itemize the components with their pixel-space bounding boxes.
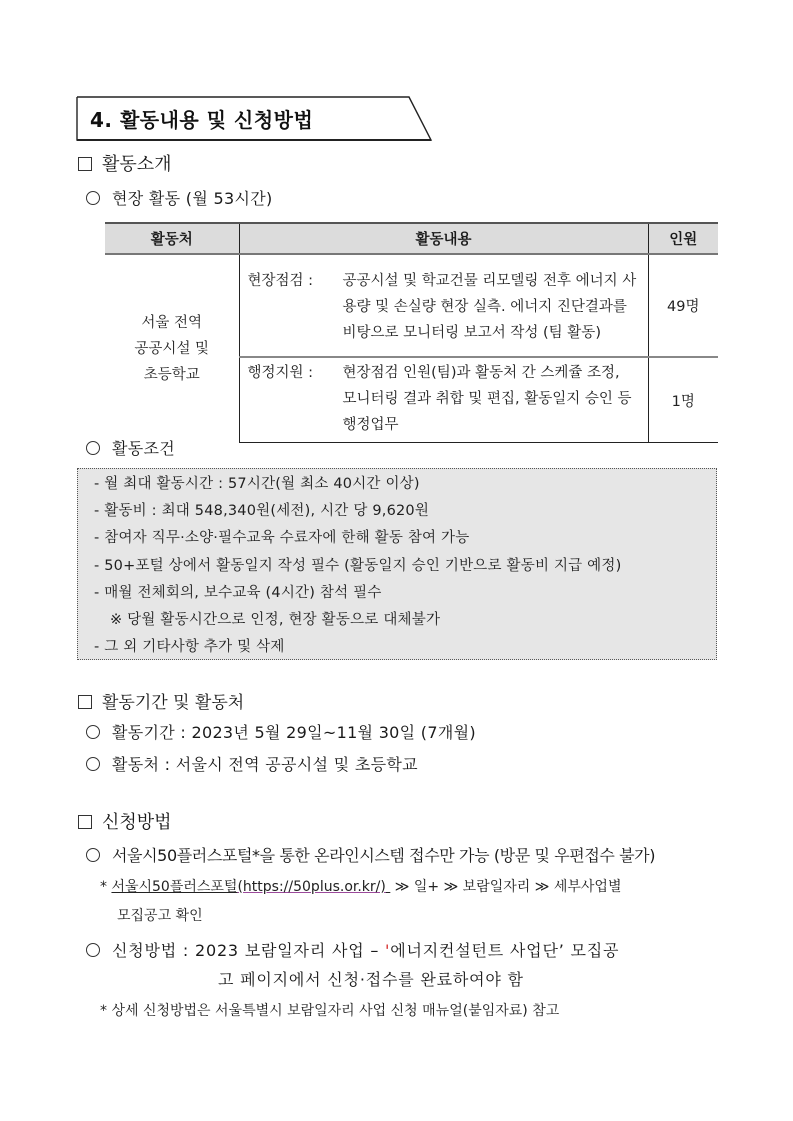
place-item (86, 752, 418, 775)
portal-path: ≫ 일+ ≫ 보람일자리 ≫ 세부사업별 (394, 879, 622, 895)
header-content: 활동내용 (239, 223, 648, 254)
portal-link[interactable] (111, 879, 390, 895)
content-label: 행정지원 : (247, 365, 314, 381)
condition-line: - 50+포털 상에서 활동일지 작성 필수 (활동일지 승인 기반으로 활동비 지급 예정) (94, 557, 622, 574)
apply-method-cont: 고 페이지에서 신청·접수를 완료하여야 함 (218, 970, 524, 989)
content-text-cont: 모니터링 결과 취합 및 편집, 활동일지 승인 등 행정업무 (342, 391, 632, 433)
conditions-item (86, 436, 175, 459)
square-bullet-icon (78, 157, 92, 171)
section-period-title (78, 688, 244, 713)
place-text: 활동처 : 서울시 전역 공공시설 및 초등학교 (112, 755, 418, 774)
quote-mark: ' (385, 941, 391, 960)
location-line: 공공시설 및 (134, 340, 210, 357)
condition-line: - 매월 전체회의, 보수교육 (4시간) 참석 필수 (94, 584, 382, 601)
apply-method-item (86, 938, 619, 961)
count-cell: 1명 (648, 357, 718, 443)
asterisk: * (100, 879, 107, 895)
apply-method-text: 신청방법 : 2023 보람일자리 사업 – (112, 941, 386, 960)
square-bullet-icon (78, 695, 92, 709)
content-text: 공공시설 및 학교건물 리모델링 전후 에너지 사 (342, 272, 637, 289)
header-count: 인원 (648, 223, 718, 254)
circle-bullet-icon (86, 757, 100, 771)
period-text: 활동기간 : 2023년 5월 29일~11월 30일 (7개월) (112, 723, 476, 742)
condition-line: - 월 최대 활동시간 : 57시간(월 최소 40시간 이상) (94, 476, 420, 492)
condition-line: - 그 외 기타사항 추가 및 삭제 (94, 639, 285, 656)
condition-line: - 활동비 : 최대 548,340원(세전), 시간 당 9,620원 (94, 503, 430, 520)
conditions-title: 활동조건 (112, 439, 176, 458)
content-text-cont: 용량 및 손실량 현장 실측. 에너지 진단결과를 비탕으로 모니터링 보고서 작성 (팀 활동) (342, 298, 627, 341)
section-intro-label: 활동소개 (102, 154, 172, 175)
section-period-label: 활동기간 및 활동처 (102, 693, 245, 713)
activity-table (105, 222, 718, 443)
location-line: 서울 전역 (141, 314, 203, 331)
manual-note: * 상세 신청방법은 서울특별시 보람일자리 사업 신청 매뉴얼(붙임자료) 참고 (100, 1003, 560, 1019)
portal-link-name: 서울시50플러스포털 (111, 879, 238, 895)
condition-line: - 참여자 직무·소양·필수교육 수료자에 한해 활동 참여 가능 (94, 530, 470, 547)
portal-reference (100, 876, 621, 896)
condition-note: ※ 당월 활동시간으로 인정, 현장 활동으로 대체불가 (110, 612, 441, 629)
content-text: 현장점검 인원(팀)과 활동처 간 스케쥴 조정, (342, 365, 620, 381)
circle-bullet-icon (86, 441, 100, 455)
heading-title: 4. 활동내용 및 신청방법 (90, 108, 314, 132)
table-row (105, 254, 718, 357)
online-only-item (86, 843, 655, 866)
circle-bullet-icon (86, 943, 100, 957)
circle-bullet-icon (86, 191, 100, 205)
location-cell (105, 254, 239, 443)
circle-bullet-icon (86, 848, 100, 862)
location-line: 초등학교 (143, 366, 200, 383)
section-apply-label: 신청방법 (102, 812, 172, 833)
section-intro-title (78, 150, 172, 176)
section-heading (76, 96, 432, 141)
field-activity-label: 현장 활동 (월 53시간) (112, 189, 273, 208)
period-item (86, 720, 476, 743)
content-cell (239, 357, 648, 443)
portal-reference-cont: 모집공고 확인 (117, 908, 203, 924)
circle-bullet-icon (86, 725, 100, 739)
section-apply-title (78, 808, 172, 834)
apply-method-quoted: 에너지컨설턴트 사업단’ 모집공 (390, 941, 620, 960)
portal-link-url: (https://50plus.or.kr/) (237, 879, 386, 895)
content-cell (239, 254, 648, 357)
count-cell: 49명 (648, 254, 718, 357)
content-label: 현장점검 : (247, 272, 314, 289)
online-only-text: 서울시50플러스포털*을 통한 온라인시스템 접수만 가능 (방문 및 우편접수 불가) (112, 846, 656, 865)
field-activity-item (86, 186, 273, 209)
header-location: 활동처 (105, 223, 239, 254)
table-header-row (105, 223, 718, 254)
square-bullet-icon (78, 815, 92, 829)
conditions-box (77, 468, 717, 660)
